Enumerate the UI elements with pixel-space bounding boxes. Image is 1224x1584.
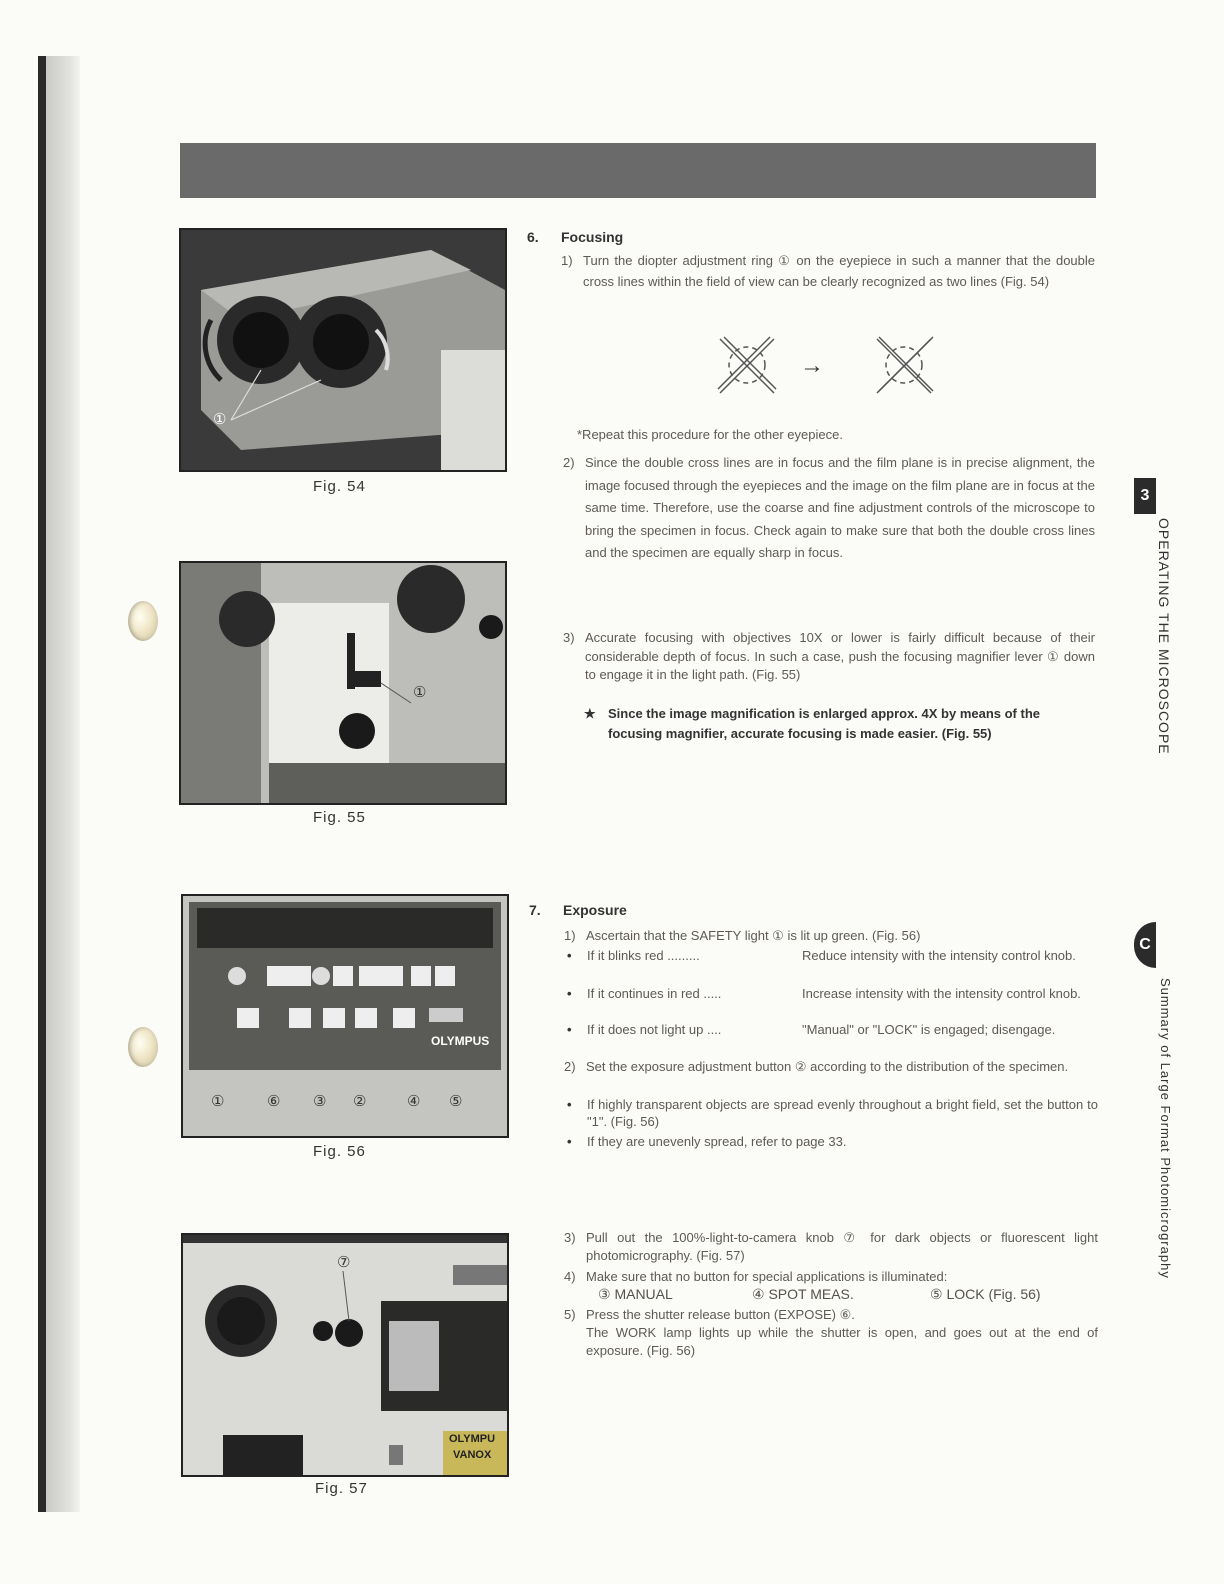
- punch-hole-upper: [128, 601, 158, 641]
- section7-step5: [564, 1306, 1098, 1324]
- section7-step1-num: 1): [564, 928, 576, 943]
- section6-step2-num: 2): [563, 455, 575, 470]
- section6-step1-num: 1): [561, 253, 573, 268]
- section7-heading: [529, 902, 627, 918]
- fig56-caption: Fig. 56: [313, 1143, 366, 1160]
- fig54-photo: [179, 228, 507, 472]
- section6-step2-text: Since the double cross lines are in focus and the film plane is in precise alignment, the image focused through the eyepieces and the image on the film plane are in focus at the same time. Therefore, use the coarse and fine adjustment controls of the microscope to bring the specimen in focus. Check again to make sure that both the double cross lines and the specimen are equally sharp in focus.: [585, 455, 1095, 560]
- section7-step4-text: Make sure that no button for special applications is illuminated:: [586, 1269, 948, 1284]
- section6-star-text: Since the image magnification is enlarged approx. 4X by means of the focusing magnifier, accurate focusing is made easier. (Fig. 55): [608, 706, 1041, 741]
- fig57-caption: Fig. 57: [315, 1480, 368, 1497]
- side-tab-3: 3: [1134, 478, 1156, 514]
- fig56-callout-6: ⑥: [267, 1093, 281, 1110]
- section7-title: Exposure: [563, 902, 627, 918]
- bullet-result: Reduce intensity with the intensity control knob.: [802, 948, 1076, 963]
- bullet-result: "Manual" or "LOCK" is engaged; disengage.: [802, 1022, 1056, 1037]
- section7-step2-text: Set the exposure adjustment button ② according to the distribution of the specimen.: [586, 1059, 1069, 1074]
- star-icon: ★: [584, 706, 596, 721]
- section7-step3-text: Pull out the 100%-light-to-camera knob ⑦ for dark objects or fluorescent light photomicrography. (Fig. 57): [586, 1230, 1098, 1263]
- step4-spot-meas: ④ SPOT MEAS.: [752, 1286, 854, 1302]
- bullet-cond: If it blinks red .........: [587, 948, 700, 963]
- section6-repeat-note: *Repeat this procedure for the other eyepiece.: [577, 427, 843, 442]
- bullet-transparent: • If highly transparent objects are spread evenly throughout a bright field, set the button to "1". (Fig. 56): [567, 1097, 1098, 1129]
- section7-step5-text: Press the shutter release button (EXPOSE) ⑥.: [586, 1307, 855, 1322]
- section7-step3: [564, 1229, 1098, 1265]
- section7-step4: [564, 1268, 1098, 1286]
- fig54-callout-1: ①: [213, 411, 227, 428]
- fig55-caption: Fig. 55: [313, 809, 366, 826]
- bullet-blinks-red: • If it blinks red ......... Reduce intensity with the intensity control knob.: [587, 947, 1098, 983]
- fig57-brand: OLYMPU: [449, 1433, 496, 1445]
- fig56-callout-5: ⑤: [449, 1093, 463, 1110]
- section6-step3-num: 3): [563, 630, 575, 645]
- fig57-model: VANOX: [453, 1449, 492, 1461]
- binder-strip: [46, 56, 80, 1512]
- fig57-callout-7: ⑦: [337, 1254, 351, 1271]
- fig55-callout-1: ①: [413, 684, 427, 701]
- fig56-callout-2: ②: [353, 1093, 367, 1110]
- section6-step1-text: Turn the diopter adjustment ring ① on the eyepiece in such a manner that the double cross lines within the field of view can be clearly recognized as two lines (Fig. 54): [583, 253, 1095, 289]
- fig55-photo: [179, 561, 507, 805]
- section7-step5b: The WORK lamp lights up while the shutter is open, and goes out at the end of exposure. (Fig. 56): [586, 1325, 1098, 1358]
- punch-hole-lower: [128, 1027, 158, 1067]
- bullet-text: If they are unevenly spread, refer to page 33.: [587, 1134, 847, 1149]
- side-text-summary: Summary of Large Format Photomicrography: [1158, 978, 1173, 1279]
- binder-edge: [38, 56, 46, 1512]
- step4-lock: ⑤ LOCK (Fig. 56): [930, 1286, 1041, 1302]
- section7-step1-text: Ascertain that the SAFETY light ① is lit up green. (Fig. 56): [586, 928, 921, 943]
- section6-number: 6.: [527, 229, 539, 245]
- fig56-photo: [181, 894, 509, 1138]
- section6-heading: [527, 229, 623, 245]
- section7-step1: [564, 927, 1096, 945]
- fig57-photo: [181, 1233, 509, 1477]
- section7-step2: [564, 1058, 1098, 1076]
- header-bar: [180, 143, 1096, 198]
- section7-step3-num: 3): [564, 1230, 576, 1245]
- bullet-text: If highly transparent objects are spread evenly throughout a bright field, set the button to "1". (Fig. 56): [587, 1097, 1098, 1129]
- bullet-result: Increase intensity with the intensity control knob.: [802, 986, 1081, 1001]
- section6-star-note: [584, 704, 1096, 744]
- fig54-caption: Fig. 54: [313, 478, 366, 495]
- fig56-brand: OLYMPUS: [431, 1034, 490, 1048]
- section6-step3-text: Accurate focusing with objectives 10X or lower is fairly difficult because of their considerable depth of focus. In such a case, push the focusing magnifier lever ① down to engage it in the light path. (Fig. 55): [585, 630, 1095, 682]
- section6-step2: [563, 452, 1095, 565]
- side-text-operating: OPERATING THE MICROSCOPE: [1156, 518, 1172, 755]
- section6-title: Focusing: [561, 229, 624, 245]
- double-cross-diagram: [714, 336, 938, 398]
- section7-step5-num: 5): [564, 1307, 576, 1322]
- bullet-continues-red: • If it continues in red ..... Increase intensity with the intensity control knob.: [587, 985, 1098, 1021]
- bullet-cond: If it does not light up ....: [587, 1022, 722, 1037]
- section7-number: 7.: [529, 902, 541, 918]
- section7-step4-num: 4): [564, 1269, 576, 1284]
- step4-manual: ③ MANUAL: [598, 1286, 673, 1302]
- side-tab-c: C: [1134, 922, 1156, 968]
- fig56-callout-4: ④: [407, 1093, 421, 1110]
- bullet-not-light: • If it does not light up .... "Manual" or "LOCK" is engaged; disengage.: [587, 1021, 1098, 1057]
- section7-step2-num: 2): [564, 1059, 576, 1074]
- bullet-cond: If it continues in red .....: [587, 986, 722, 1001]
- fig56-callout-3: ③: [313, 1093, 327, 1110]
- bullet-uneven: • If they are unevenly spread, refer to page 33.: [567, 1134, 847, 1149]
- fig56-callout-1: ①: [211, 1093, 225, 1110]
- diagram-arrow: →: [800, 352, 824, 379]
- section6-step1: [561, 250, 1095, 292]
- section6-step3: [563, 629, 1095, 685]
